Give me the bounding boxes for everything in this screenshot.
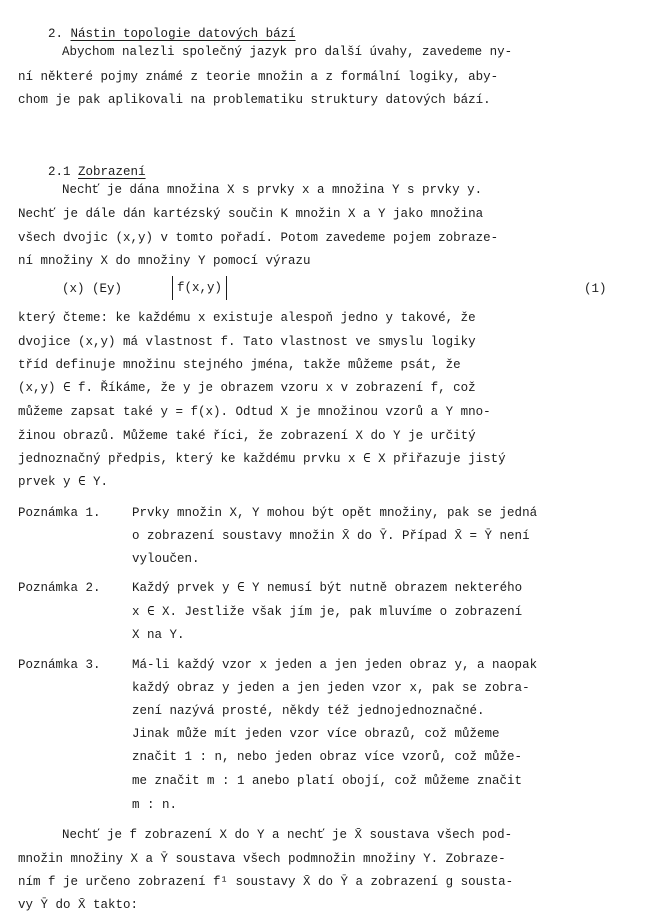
paragraph-line: (x,y) ∈ f. Říkáme, že y je obrazem vzoru x v zobrazení f, což (18, 381, 476, 395)
paragraph-line: žinou obrazů. Můžeme také říci, že zobrazení X do Y je určitý (18, 429, 476, 443)
paragraph-line: můžeme zapsat také y = f(x). Odtud X je množinou vzorů a Y mno- (18, 405, 491, 419)
note-line: vyloučen. (132, 552, 200, 566)
paragraph-line: ní některé pojmy známé z teorie množin a z formální logiky, aby- (18, 70, 499, 84)
note-line: o zobrazení soustavy množin X̄ do Ȳ. Případ X̄ = Ȳ není (132, 529, 530, 543)
paragraph-line: množin množiny X a Ȳ soustava všech podmnožin množiny Y. Zobraze- (18, 852, 506, 866)
note-line: Každý prvek y ∈ Y nemusí být nutně obrazem nekterého (132, 581, 523, 595)
paragraph-line: Abychom nalezli společný jazyk pro další úvahy, zavedeme ny- (62, 45, 513, 59)
note-line: X na Y. (132, 628, 185, 642)
paragraph-line: který čteme: ke každému x existuje alespoň jedno y takové, že (18, 311, 476, 325)
note-label: Poznámka 2. (18, 581, 101, 595)
paragraph-line: Nechť je dále dán kartézský součin K množin X a Y jako množina (18, 207, 484, 221)
paragraph-line: Nechť je f zobrazení X do Y a nechť je X̄ soustava všech pod- (62, 828, 513, 842)
note-line: me značit m : 1 anebo platí obojí, což můžeme značit (132, 774, 523, 788)
note-line: každý obraz y jeden a jen jeden vzor x, pak se zobra- (132, 681, 530, 695)
note-line: zení nazývá prosté, někdy též jednojednoznačné. (132, 704, 485, 718)
paragraph-line: ní množiny X do množiny Y pomocí výrazu (18, 254, 311, 268)
note-line: m : n. (132, 798, 178, 812)
note-line: Prvky množin X, Y mohou být opět množiny, pak se jedná (132, 506, 538, 520)
paragraph-line: prvek y ∈ Y. (18, 475, 109, 489)
paragraph-line: jednoznačný předpis, který ke každému prvku x ∈ X přiřazuje jistý (18, 452, 506, 466)
paragraph-line: Nechť je dána množina X s prvky x a množina Y s prvky y. (62, 183, 483, 197)
note-line: Jinak může mít jeden vzor více obrazů, což můžeme (132, 727, 500, 741)
subsection-title: Zobrazení (78, 165, 146, 179)
paragraph-line: vy Ȳ do X̄ takto: (18, 898, 139, 912)
formula-number: (1) (584, 282, 607, 296)
formula-prefix: (x) (Ey) (62, 282, 123, 296)
note-label: Poznámka 3. (18, 658, 101, 672)
note-line: značit 1 : n, nebo jeden obraz více vzorů, což může- (132, 750, 523, 764)
note-line: Má-li každý vzor x jeden a jen jeden obraz y, a naopak (132, 658, 538, 672)
note-label: Poznámka 1. (18, 506, 101, 520)
section-number: 2. (48, 27, 64, 41)
paragraph-line: tříd definuje množinu stejného jména, takže můžeme psát, že (18, 358, 461, 372)
section-title: Nástin topologie datových bází (70, 27, 296, 41)
paragraph-line: všech dvojic (x,y) v tomto pořadí. Potom zavedeme pojem zobraze- (18, 231, 499, 245)
note-line: x ∈ X. Jestliže však jím je, pak mluvíme o zobrazení (132, 605, 523, 619)
paragraph-line: chom je pak aplikovali na problematiku struktury datových bází. (18, 93, 491, 107)
paragraph-line: ním f je určeno zobrazení f¹ soustavy X̄ do Ȳ a zobrazení g sousta- (18, 875, 514, 889)
formula-body: f(x,y) (172, 276, 227, 300)
paragraph-line: dvojice (x,y) má vlastnost f. Tato vlastnost ve smyslu logiky (18, 335, 476, 349)
subsection-number: 2.1 (48, 165, 71, 179)
